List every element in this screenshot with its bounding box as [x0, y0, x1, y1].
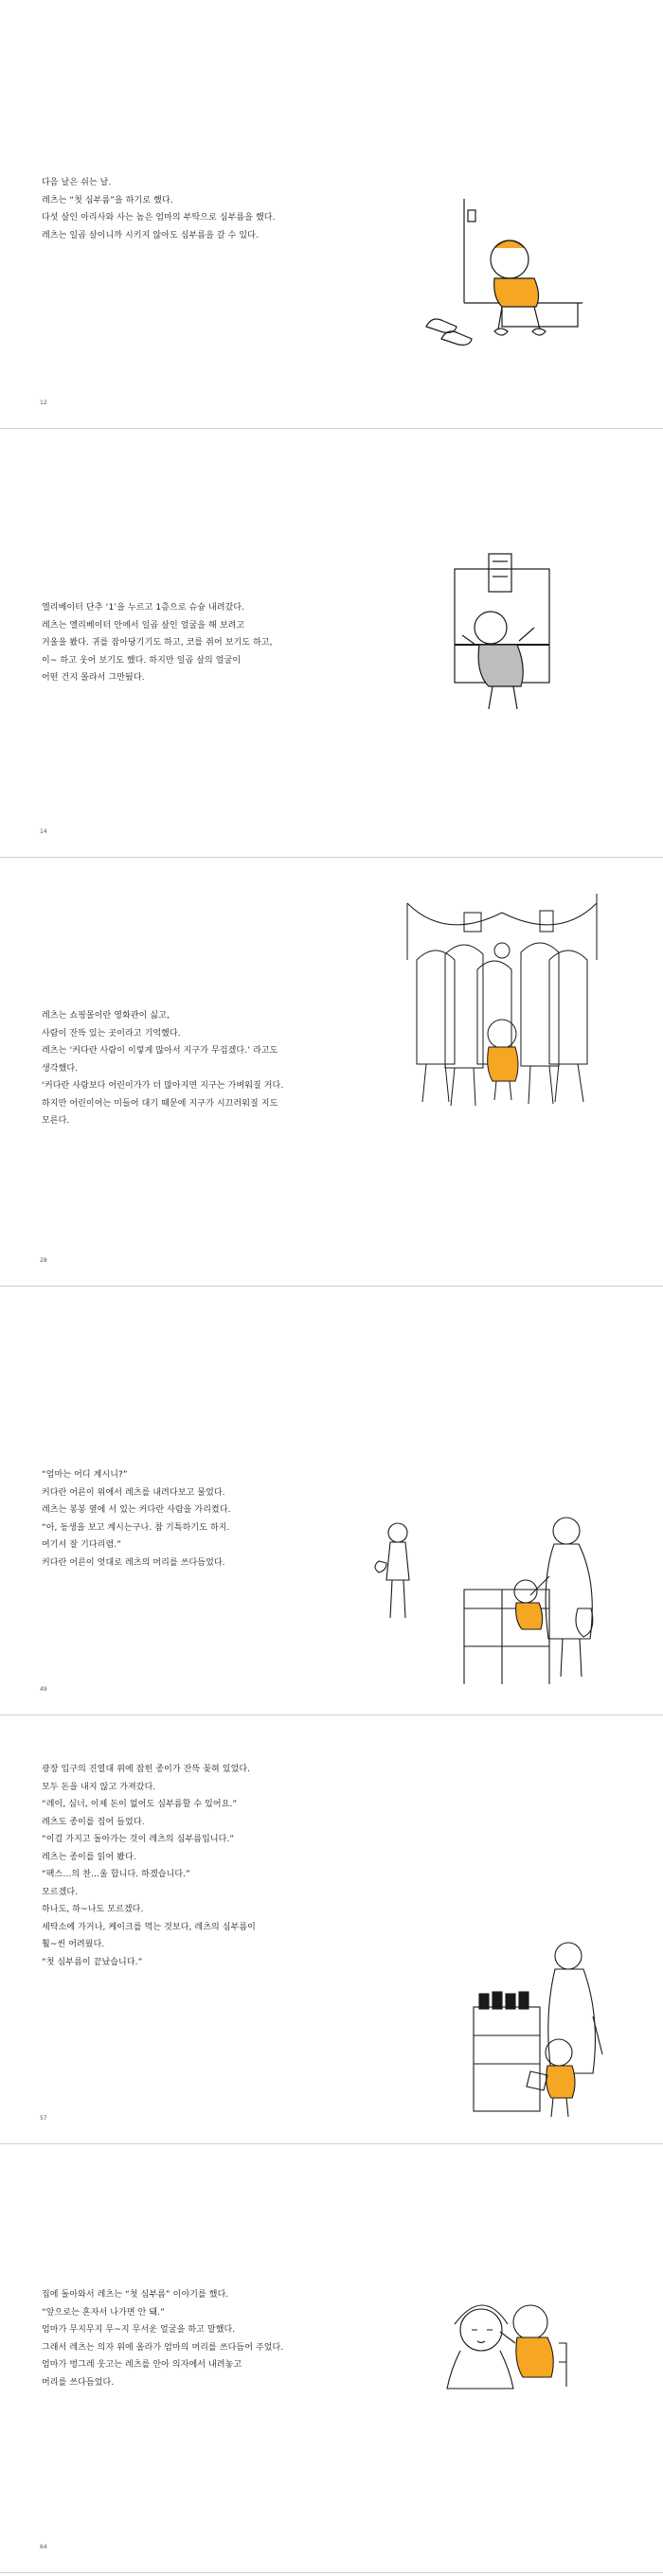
- text-line: 커다란 어른이 위에서 레츠를 내려다보고 물었다.: [42, 1487, 225, 1498]
- page-text: [42, 599, 273, 687]
- text-line: 레츠는 “첫 심부름”을 하기로 했다.: [42, 195, 173, 205]
- text-line: 어떤 건지 몰라서 그만뒀다.: [42, 673, 145, 683]
- page-number: 57: [40, 2115, 47, 2122]
- page-text: [42, 1007, 283, 1130]
- text-line: 세탁소에 가거나, 케이크를 먹는 것보다, 레츠의 심부름이: [42, 1922, 256, 1932]
- text-line: 거울을 봤다. 귀를 잡아당기기도 하고, 코를 쥐어 보기도 하고,: [42, 638, 273, 648]
- page-text: [42, 174, 276, 244]
- book-page-4: [0, 1287, 663, 1715]
- text-line: 다섯 살인 아리사와 사는 놈은 엄마의 부탁으로 심부름을 했다.: [42, 213, 276, 222]
- page-text: [42, 2286, 283, 2391]
- text-line: “아, 동생을 보고 계시는구나. 참 기특하기도 하지.: [42, 1522, 230, 1533]
- page-number: 49: [40, 1686, 47, 1693]
- text-line: “첫 심부름이 끝났습니다.”: [42, 1957, 143, 1967]
- text-line: 이~ 하고 웃어 보기도 했다. 하지만 일곱 살의 얼굴이: [42, 655, 242, 666]
- text-line: 레츠는 일곱 살이니까 시키지 않아도 심부름을 갈 수 있다.: [42, 230, 259, 240]
- text-line: 모두 돈을 내지 않고 가져갔다.: [42, 1782, 156, 1792]
- text-line: 머리를 쓰다듬었다.: [42, 2377, 115, 2388]
- text-line: 레츠는 쇼핑몰이란 영화관이 싫고,: [42, 1011, 170, 1021]
- text-line: 하지만 어린이어는 미들어 대기 때문에 지구가 시끄러워질 지도: [42, 1098, 278, 1109]
- text-line: 엄마가 벙그레 웃고는 레츠를 안아 의자에서 내려놓고: [42, 2360, 242, 2370]
- illustration-elevator-mirror: [436, 550, 578, 720]
- text-line: “앞으로는 혼자서 나가면 안 돼.”: [42, 2307, 165, 2318]
- text-line: 레츠는 ‘커다란 사람이 이렇게 많아서 지구가 무겁겠다.’ 라고도: [42, 1046, 278, 1056]
- text-line: 집에 돌아와서 레츠는 “첫 심부름” 이야기를 했다.: [42, 2290, 229, 2300]
- page-number: 64: [40, 2544, 47, 2550]
- text-line: 엄마가 무지무지 무~지 무서운 얼굴을 하고 말했다.: [42, 2325, 236, 2335]
- text-line: 광장 입구의 진열대 위에 잡힌 종이가 잔뜩 꽂혀 있었다.: [42, 1765, 251, 1774]
- illustration-mom-and-child: [436, 2286, 597, 2390]
- book-page-6: [0, 2144, 663, 2573]
- text-line: 레츠는 엘리베이터 안에서 일곱 살인 얼굴을 해 보려고: [42, 620, 245, 631]
- text-line: 다음 날은 쉬는 날.: [42, 178, 112, 187]
- illustration-putting-on-shoes: [407, 199, 597, 360]
- illustration-bench-adult: [360, 1504, 597, 1694]
- text-line: 사람이 잔뜩 있는 곳이라고 기억했다.: [42, 1028, 181, 1039]
- text-line: “팩스…의 찬…울 합니다. 하겠습니다.”: [42, 1870, 190, 1879]
- text-line: 엘리베이터 단추 ‘1’을 누르고 1층으로 슈슝 내려갔다.: [42, 603, 245, 613]
- text-line: 그래서 레츠는 의자 위에 올라가 엄마의 머리를 쓰다듬어 주었다.: [42, 2342, 284, 2353]
- text-line: 레츠는 봉봉 옆에 서 있는 커다란 사람을 가리켰다.: [42, 1505, 231, 1515]
- illustration-mall-crowd: [398, 894, 606, 1121]
- book-page-5: [0, 1715, 663, 2144]
- text-line: 훨~씬 어려웠다.: [42, 1940, 105, 1949]
- text-line: “엄마는 어디 계시니?”: [42, 1470, 128, 1480]
- book-page-2: [0, 429, 663, 858]
- text-line: 모르겠다.: [42, 1887, 79, 1897]
- text-line: “이걸 가지고 돌아가는 것이 레츠의 심부름입니다.”: [42, 1835, 235, 1844]
- text-line: 여기서 잘 기다리렴.”: [42, 1540, 121, 1550]
- text-line: ‘커다란 사람보다 어린이가가 더 많아지면 지구는 가벼워질 거다.: [42, 1081, 284, 1091]
- text-line: 레츠는 종이를 읽어 봤다.: [42, 1852, 136, 1862]
- illustration-brochure-rack: [464, 1931, 635, 2121]
- text-line: 모른다.: [42, 1116, 70, 1126]
- text-line: 레츠도 종이를 집어 들었다.: [42, 1817, 145, 1827]
- text-line: 커다란 어른이 엇대로 레츠의 머리를 쓰다듬었다.: [42, 1557, 225, 1568]
- text-line: “레이, 심너, 이제 돈이 없어도 심부름할 수 있어요.”: [42, 1800, 238, 1809]
- page-number: 28: [40, 1257, 47, 1264]
- text-line: 하나도, 하~나도 모르겠다.: [42, 1905, 144, 1914]
- page-number: 12: [40, 400, 47, 406]
- page-text: [42, 1761, 256, 1971]
- page-number: 14: [40, 828, 47, 835]
- book-page-1: [0, 0, 663, 429]
- text-line: 생각했다.: [42, 1063, 79, 1074]
- page-text: [42, 1466, 231, 1572]
- book-page-3: [0, 858, 663, 1287]
